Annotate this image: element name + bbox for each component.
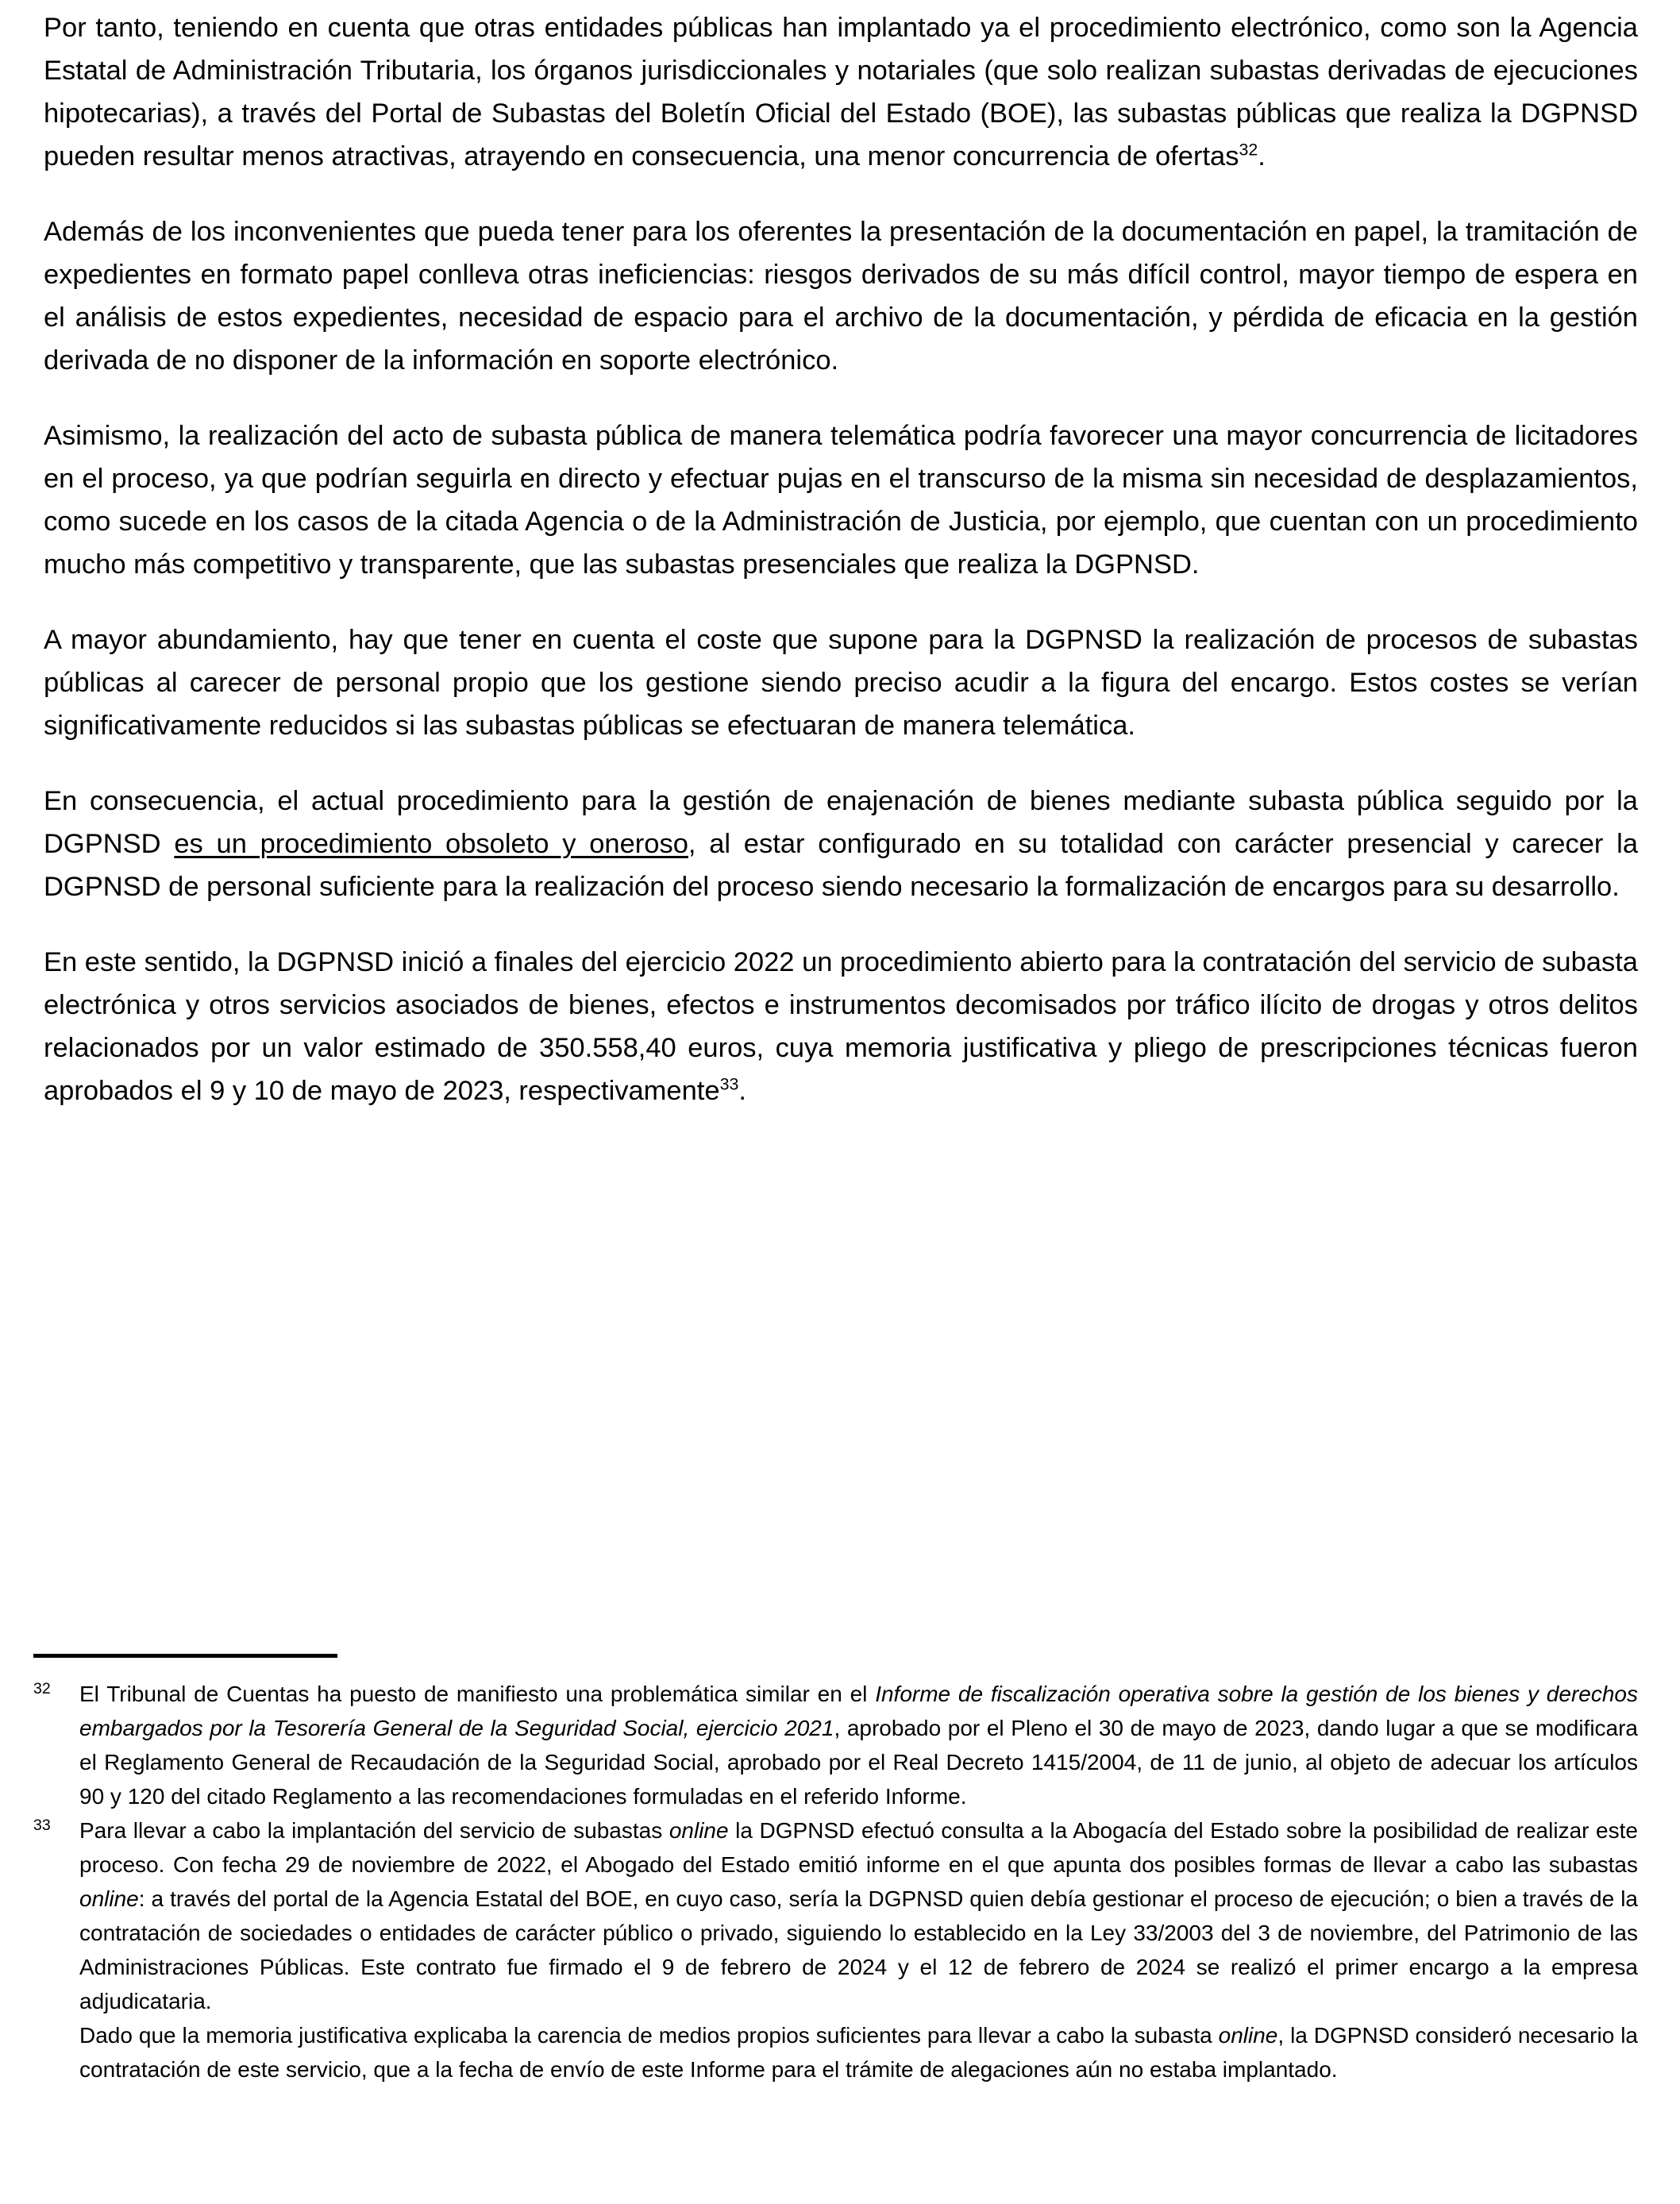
paragraph-3: Asimismo, la realización del acto de subasta pública de manera telemática podría favorecer una mayor concurrencia de licitadores en el proceso, ya que podrían seguirla en directo y efectuar pujas en el transcurso de la misma sin necesidad de desplazamientos, como sucede en los casos de la citada Agencia o de la Administración de Justicia, por ejemplo, que cuentan con un procedimiento mucho más competitivo y transparente, que las subastas presenciales que realiza la DGPNSD. — [44, 421, 1638, 580]
italic-phrase: online — [1218, 2023, 1278, 2048]
italic-phrase: online — [669, 1818, 729, 1843]
footnote-32 — [33, 1677, 1638, 1813]
paragraph-2: Además de los inconvenientes que pueda tener para los oferentes la presentación de la documentación en papel, la tramitación de expedientes en formato papel conlleva otras ineficiencias: riesgos derivados de su más difícil control, mayor tiempo de espera en el análisis de estos expedientes, necesidad de espacio para el archivo de la documentación, y pérdida de eficacia en la gestión derivada de no disponer de la información en soporte electrónico. — [44, 217, 1638, 376]
paragraph-1: Por tanto, teniendo en cuenta que otras entidades públicas han implantado ya el procedimiento electrónico, como son la Agencia Estatal de Administración Tributaria, los órganos jurisdiccionales y notariales (que solo realizan subastas derivadas de ejecuciones hipotecarias), a través del Portal de Subastas del Boletín Oficial del Estado (BOE), las subastas públicas que realiza la DGPNSD pueden resultar menos atractivas, atrayendo en consecuencia, una menor concurrencia de ofertas$^{32}$. — [44, 13, 1638, 171]
footnote-33-text: Para llevar a cabo la implantación del servicio de subastas online la DGPNSD efectuó consulta a la Abogacía del Estado sobre la posibilidad de realizar este proceso. Con fecha 29 de noviembre de 2022, el Abogado del Estado emitió informe en el que apunta dos posibles formas de llevar a cabo las subastas online: a través del portal de la Agencia Estatal del BOE, en cuyo caso, sería la DGPNSD quien debía gestionar el proceso de ejecución; o bien a través de la contratación de sociedades o entidades de carácter público o privado, siguiendo lo establecido en la Ley 33/2003 del 3 de noviembre, del Patrimonio de las Administraciones Públicas. Este contrato fue firmado el 9 de febrero de 2024 y el 12 de febrero de 2024 se realizó el primer encargo a la empresa adjudicataria. — [79, 1818, 1638, 2013]
footnote-area — [33, 1654, 1638, 2086]
footnote-32-text: El Tribunal de Cuentas ha puesto de manifiesto una problemática similar en el Informe de fiscalización operativa sobre la gestión de los bienes y derechos embargados por la Tesorería General de la Seguridad Social, ejercicio 2021, aprobado por el Pleno el 30 de mayo de 2023, dando lugar a que se modificara el Reglamento General de Recaudación de la Seguridad Social, aprobado por el Real Decreto 1415/2004, de 11 de junio, al objeto de adecuar los artículos 90 y 120 del citado Reglamento a las recomendaciones formuladas en el referido Informe. — [79, 1682, 1639, 1809]
footnote-33-continuation: Dado que la memoria justificativa explicaba la carencia de medios propios suficientes para llevar a cabo la subasta online, la DGPNSD consideró necesario la contratación de este servicio, que a la fecha de envío de este Informe para el trámite de alegaciones aún no estaba implantado. — [79, 2023, 1638, 2082]
footnote-33 — [33, 1813, 1638, 2018]
footnote-reference[interactable]: 32 — [1239, 140, 1258, 160]
footnote-separator-rule — [33, 1654, 337, 1658]
paragraph-6: En este sentido, la DGPNSD inició a finales del ejercicio 2022 un procedimiento abierto para la contratación del servicio de subasta electrónica y otros servicios asociados de bienes, efectos e instrumentos decomisados por tráfico ilícito de drogas y otros delitos relacionados por un valor estimado de 350.558,40 euros, cuya memoria justificativa y pliego de prescripciones técnicas fueron aprobados el 9 y 10 de mayo de 2023, respectivamente$^{33}$. — [44, 947, 1638, 1106]
footnote-33-marker: 33 — [33, 1817, 51, 1834]
footnote-reference[interactable]: 33 — [719, 1074, 739, 1094]
paragraph-5: En consecuencia, el actual procedimiento para la gestión de enajenación de bienes mediante subasta pública seguido por la DGPNSD es un procedimiento obsoleto y oneroso, al estar configurado en su totalidad con carácter presencial y carecer la DGPNSD de personal suficiente para la realización del proceso siendo necesario la formalización de encargos para su desarrollo. — [44, 786, 1639, 902]
body-text-area — [44, 6, 1638, 1112]
italic-phrase: Informe de fiscalización operativa sobre la gestión de los bienes y derechos embargados por la Tesorería General de la Seguridad Social, ejercicio 2021 — [79, 1682, 1638, 1740]
paragraph-4: A mayor abundamiento, hay que tener en cuenta el coste que supone para la DGPNSD la realización de procesos de subastas públicas al carecer de personal propio que los gestione siendo preciso acudir a la figura del encargo. Estos costes se verían significativamente reducidos si las subastas públicas se efectuaran de manera telemática. — [44, 625, 1638, 741]
footnote-32-marker: 32 — [33, 1680, 51, 1697]
emphasized-underlined-phrase: es un procedimiento obsoleto y oneroso — [174, 829, 688, 859]
italic-phrase: online — [79, 1886, 139, 1911]
